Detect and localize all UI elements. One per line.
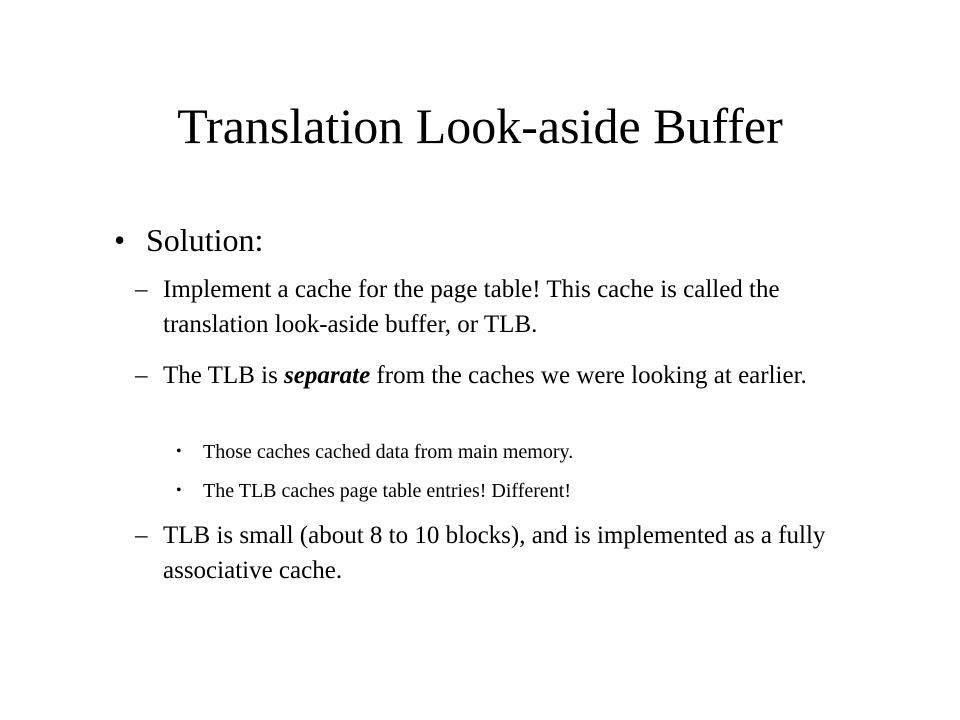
text-segment: The TLB is [163,362,285,389]
emphasis-text: separate [284,362,371,389]
bullet-marker: • [114,222,126,258]
sub-bullet-tlb-small [135,518,875,588]
bullet-solution [114,218,894,262]
sub-sub-bullet-page-table-entries [176,477,876,505]
sub-bullet-text: TLB is small (about 8 to 10 blocks), and is implemented as a fully associative cache. [163,522,826,584]
slide-title: Translation Look-aside Buffer [177,98,783,154]
bullet-marker: • [176,443,182,460]
dash-marker: – [135,276,148,303]
sub-bullet-implement-cache [135,272,875,342]
sub-sub-bullet-text: Those caches cached data from main memory. [203,441,574,463]
dash-marker: – [135,522,148,549]
sub-bullet-tlb-separate [135,358,875,393]
text-segment: from the caches we were looking at earlier. [370,362,807,389]
sub-sub-bullet-text: The TLB caches page table entries! Different! [203,480,571,502]
sub-bullet-text: Implement a cache for the page table! This cache is called the translation look-aside buffer, or TLB. [163,276,780,338]
dash-marker: – [135,362,148,389]
bullet-marker: • [176,482,182,499]
sub-bullet-text [163,358,875,393]
bullet-text: Solution: [146,222,264,258]
sub-sub-bullet-main-memory [176,438,876,466]
